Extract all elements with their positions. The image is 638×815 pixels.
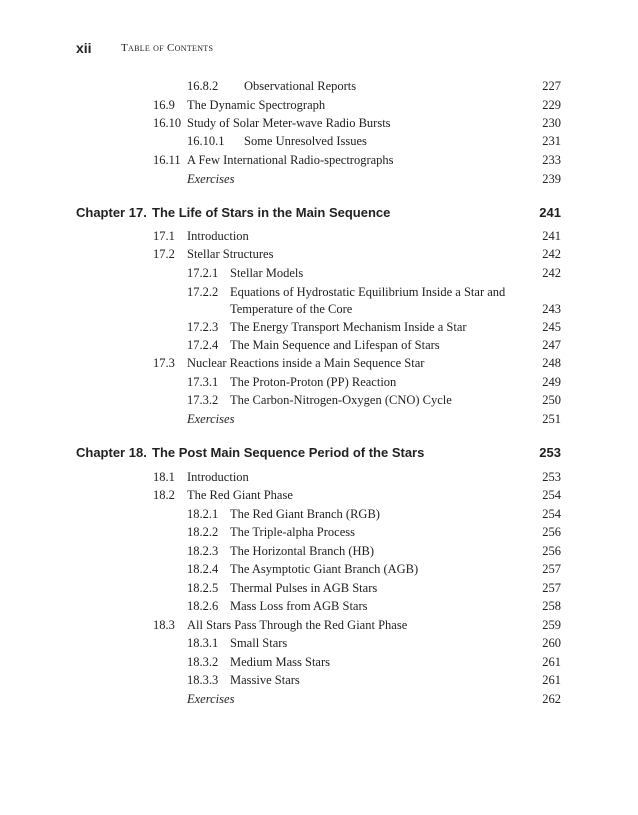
- toc-entry-page: 262: [542, 692, 561, 706]
- toc-entry-page: 229: [542, 98, 561, 112]
- toc-entry[interactable]: [0, 634, 638, 652]
- toc-entry-page: 242: [542, 266, 561, 280]
- toc-entry[interactable]: [0, 579, 638, 597]
- toc-entry[interactable]: [0, 114, 638, 132]
- toc-entry-number: 17.2.1: [187, 266, 219, 280]
- toc-entry[interactable]: [0, 542, 638, 560]
- toc-entry[interactable]: [0, 336, 638, 354]
- chapter-label: Chapter 18.: [76, 445, 147, 460]
- toc-entry-page: 254: [542, 507, 561, 521]
- toc-entry-title: Massive Stars: [230, 673, 300, 687]
- chapter-title: The Post Main Sequence Period of the Stars: [152, 445, 425, 460]
- toc-entry-title: The Energy Transport Mechanism Inside a Star: [230, 320, 467, 334]
- toc-entry[interactable]: [0, 151, 638, 169]
- toc-entry-page: 253: [542, 470, 561, 484]
- toc-entry-page: 258: [542, 599, 561, 613]
- toc-entry-title: The Proton-Proton (PP) Reaction: [230, 375, 397, 389]
- toc-entry-title: Equations of Hydrostatic Equilibrium Inside a Star and: [230, 285, 506, 299]
- toc-entry-page: 247: [542, 338, 561, 352]
- toc-entry-number: 18.3.2: [187, 655, 219, 669]
- running-head: Table of Contents: [121, 42, 214, 54]
- toc-entry-title: Study of Solar Meter-wave Radio Bursts: [187, 116, 391, 130]
- toc-entry[interactable]: [0, 264, 638, 282]
- toc-entry[interactable]: [0, 132, 638, 150]
- toc-entry-number: 17.2.3: [187, 320, 219, 334]
- toc-entry-exercises[interactable]: [0, 170, 638, 188]
- toc-entry-title: Thermal Pulses in AGB Stars: [230, 581, 378, 595]
- toc-entry-title: Stellar Structures: [187, 247, 274, 261]
- toc-entry-number: 18.3.3: [187, 673, 219, 687]
- toc-entry-title: Nuclear Reactions inside a Main Sequence Star: [187, 356, 425, 370]
- toc-entry-page: 241: [542, 229, 561, 243]
- toc-entry[interactable]: [0, 523, 638, 541]
- toc-entry[interactable]: [0, 245, 638, 263]
- toc-entry-number: 17.1: [153, 229, 175, 243]
- toc-entry-number: 18.2.3: [187, 544, 219, 558]
- toc-entry-number: 18.2.6: [187, 599, 219, 613]
- toc-entry-title: The Carbon-Nitrogen-Oxygen (CNO) Cycle: [230, 393, 452, 407]
- toc-entry-number: 18.2.2: [187, 525, 219, 539]
- toc-entry-page: 245: [542, 320, 561, 334]
- toc-entry-title: Medium Mass Stars: [230, 655, 330, 669]
- toc-entry-number: 17.3.1: [187, 375, 219, 389]
- toc-entry[interactable]: [0, 391, 638, 409]
- chapter-heading[interactable]: [0, 203, 638, 223]
- toc-entry-title: The Triple-alpha Process: [230, 525, 355, 539]
- chapter-heading[interactable]: [0, 443, 638, 463]
- chapter-label: Chapter 17.: [76, 205, 147, 220]
- toc-entry[interactable]: [0, 671, 638, 689]
- toc-entry-page: 260: [542, 636, 561, 650]
- toc-entry-number: 18.1: [153, 470, 175, 484]
- toc-entry-page: 257: [542, 581, 561, 595]
- toc-entry-page: 261: [542, 655, 561, 669]
- toc-entry-page: 248: [542, 356, 561, 370]
- toc-entry-title: Introduction: [187, 470, 249, 484]
- toc-entry-title: The Red Giant Branch (RGB): [230, 507, 380, 521]
- toc-entry-title: The Dynamic Spectrograph: [187, 98, 326, 112]
- chapter-page: 253: [539, 445, 561, 460]
- toc-entry[interactable]: [0, 616, 638, 634]
- toc-entry-page: 231: [542, 134, 561, 148]
- toc-entry-title: Observational Reports: [244, 79, 357, 93]
- toc-entry-title: Mass Loss from AGB Stars: [230, 599, 368, 613]
- toc-entry-page: 230: [542, 116, 561, 130]
- toc-entry-title: Introduction: [187, 229, 249, 243]
- toc-entry-title: The Asymptotic Giant Branch (AGB): [230, 562, 419, 576]
- toc-entry-number: 16.10: [153, 116, 182, 130]
- toc-entry-title: All Stars Pass Through the Red Giant Phase: [187, 618, 408, 632]
- toc-entry-number: 18.3.1: [187, 636, 219, 650]
- toc-entry-page: 256: [542, 525, 561, 539]
- toc-entry-page: 249: [542, 375, 561, 389]
- toc-entry[interactable]: [0, 486, 638, 504]
- toc-entry[interactable]: [0, 560, 638, 578]
- toc-entry-page: 259: [542, 618, 561, 632]
- toc-entry[interactable]: [0, 354, 638, 372]
- chapter-page: 241: [539, 205, 561, 220]
- toc-entry-page: 243: [542, 302, 561, 316]
- toc-entry[interactable]: [0, 597, 638, 615]
- chapter-title: The Life of Stars in the Main Sequence: [152, 205, 391, 220]
- toc-entry-number: 18.3: [153, 618, 175, 632]
- toc-entry-title: Small Stars: [230, 636, 288, 650]
- toc-entry[interactable]: [0, 653, 638, 671]
- toc-entry-number: 16.8.2: [187, 79, 219, 93]
- toc-entry[interactable]: [0, 505, 638, 523]
- page-number: xii: [76, 40, 92, 56]
- toc-entry[interactable]: [0, 468, 638, 486]
- toc-entry-page: 242: [542, 247, 561, 261]
- toc-entry-number: 18.2.5: [187, 581, 219, 595]
- toc-entry-number: 17.3: [153, 356, 175, 370]
- toc-entry-exercises[interactable]: [0, 690, 638, 708]
- toc-entry-number: 16.11: [153, 153, 181, 167]
- toc-entry[interactable]: [0, 96, 638, 114]
- toc-entry-page: 256: [542, 544, 561, 558]
- toc-entry-page: 227: [542, 79, 561, 93]
- toc-entry-number: 16.10.1: [187, 134, 225, 148]
- toc-entry-title: Exercises: [187, 692, 235, 706]
- toc-entry-page: 250: [542, 393, 561, 407]
- toc-entry-title-continued: Temperature of the Core: [230, 302, 353, 316]
- toc-entry-title: The Red Giant Phase: [187, 488, 293, 502]
- toc-entry-page: 239: [542, 172, 561, 186]
- toc-entry-number: 18.2: [153, 488, 175, 502]
- toc-entry-page: 261: [542, 673, 561, 687]
- toc-entry-exercises[interactable]: [0, 410, 638, 428]
- toc-entry-title: Exercises: [187, 412, 235, 426]
- toc-entry[interactable]: [0, 318, 638, 336]
- toc-entry-page: 251: [542, 412, 561, 426]
- toc-entry[interactable]: [0, 227, 638, 245]
- toc-entry-title: Exercises: [187, 172, 235, 186]
- toc-entry-page: 254: [542, 488, 561, 502]
- toc-entry[interactable]: [0, 283, 638, 301]
- toc-entry[interactable]: [0, 373, 638, 391]
- toc-entry[interactable]: [0, 77, 638, 95]
- toc-entry-page: 257: [542, 562, 561, 576]
- toc-entry-page: 233: [542, 153, 561, 167]
- toc-entry-continuation[interactable]: [0, 300, 638, 318]
- toc-entry-title: A Few International Radio-spectrographs: [187, 153, 394, 167]
- toc-entry-number: 17.2.4: [187, 338, 219, 352]
- toc-entry-title: Stellar Models: [230, 266, 304, 280]
- toc-entry-number: 16.9: [153, 98, 175, 112]
- toc-entry-title: The Horizontal Branch (HB): [230, 544, 375, 558]
- toc-entry-title: The Main Sequence and Lifespan of Stars: [230, 338, 440, 352]
- toc-entry-number: 17.3.2: [187, 393, 219, 407]
- toc-entry-number: 18.2.1: [187, 507, 219, 521]
- toc-entry-number: 17.2.2: [187, 285, 219, 299]
- toc-entry-title: Some Unresolved Issues: [244, 134, 367, 148]
- toc-entry-number: 17.2: [153, 247, 175, 261]
- toc-entry-number: 18.2.4: [187, 562, 219, 576]
